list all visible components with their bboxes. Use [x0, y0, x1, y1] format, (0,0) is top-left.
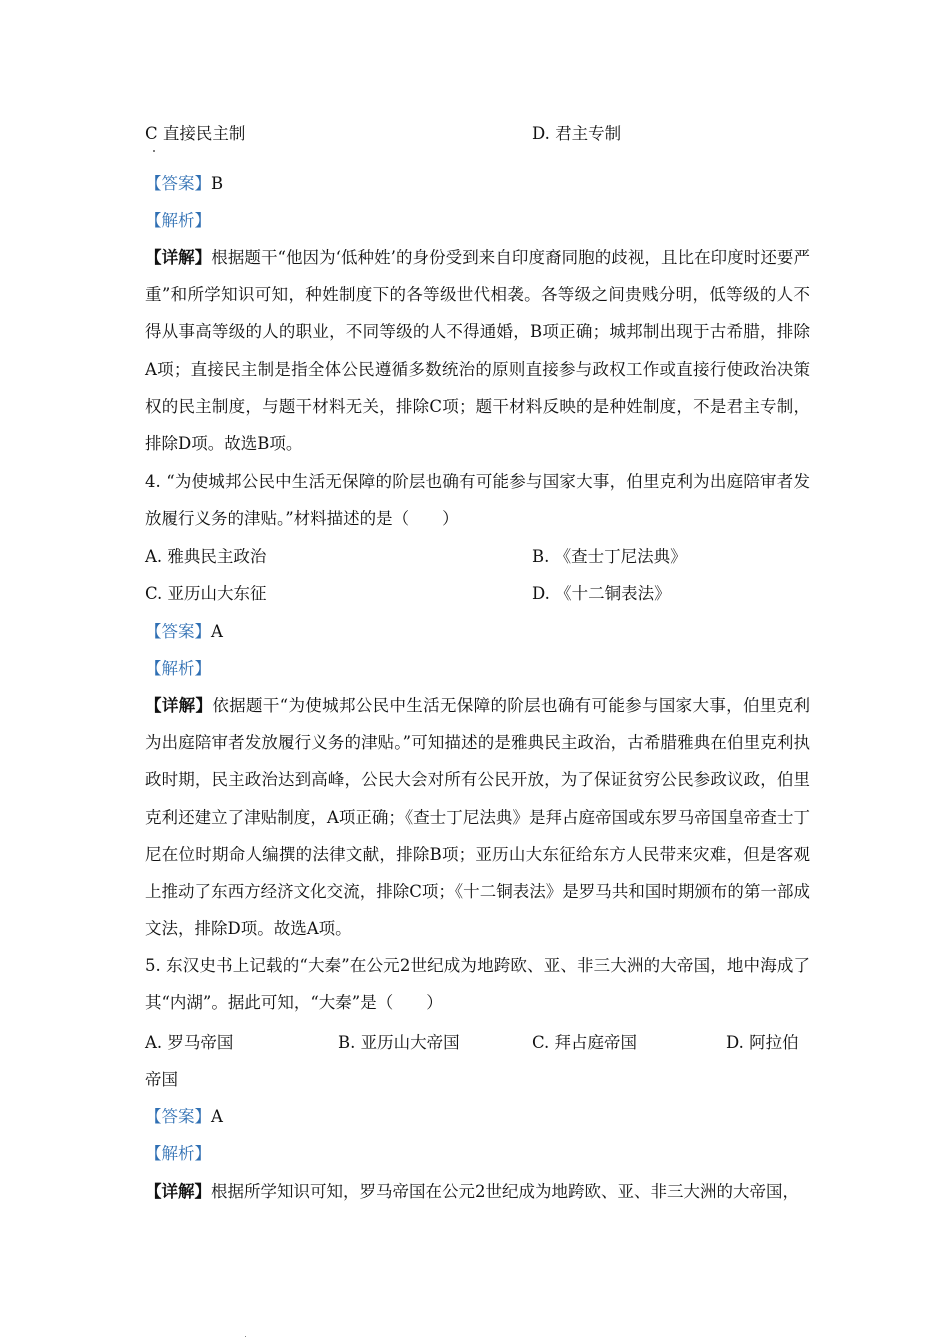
q4-option-b: B. 《查士丁尼法典》	[532, 547, 687, 566]
q3-option-c: C 直接民主制	[145, 124, 246, 143]
q5-option-a: A. 罗马帝国	[145, 1033, 234, 1052]
answer-tag: 【答案】	[145, 622, 211, 641]
q3-analysis-tag: 【解析】	[145, 211, 211, 230]
q3-answer: B	[211, 174, 224, 193]
detail-tag: 【详解】	[145, 696, 213, 715]
q3-detail-text: 根据题干“他因为‘低种姓’的身份受到来自印度裔同胞的歧视，且比在印度时还要严重”和所学知识可知，种姓制度下的各等级世代相袭。各等级之间贵贱分明，低等级的人不得从事高等级的人的职业，不同等级的人不得通婚，B项正确；城邦制出现于古希腊，排除A项；直接民主制是指全体公民遵循多数统治的原则直接参与政权工作或直接行使政治决策权的民主制度，与题干材料无关，排除C项；题干材料反映的是种姓制度，不是君主专制，排除D项。故选B项。	[145, 248, 810, 454]
stray-dot	[245, 1336, 246, 1337]
detail-tag: 【详解】	[145, 248, 212, 267]
q5-answer: A	[211, 1107, 223, 1126]
q4-answer: A	[211, 622, 223, 641]
q5-option-b: B. 亚历山大帝国	[338, 1033, 460, 1052]
q3-detail	[145, 239, 810, 462]
q5-detail-text: 根据所学知识可知，罗马帝国在公元2世纪成为地跨欧、亚、非三大洲的大帝国，	[211, 1182, 799, 1201]
q4-answer-line	[145, 621, 223, 643]
q4-stem: 4. “为使城邦公民中生活无保障的阶层也确有可能参与国家大事，伯里克利为出庭陪审者发放履行义务的津贴。”材料描述的是（ ）	[145, 472, 810, 529]
detail-tag: 【详解】	[145, 1182, 211, 1201]
q4-option-a: A. 雅典民主政治	[145, 547, 267, 566]
q3-answer-line	[145, 173, 223, 195]
q4-option-d: D. 《十二铜表法》	[532, 584, 671, 603]
q5-analysis-tag: 【解析】	[145, 1144, 211, 1163]
q4-analysis-tag: 【解析】	[145, 659, 211, 678]
q5-answer-line	[145, 1106, 223, 1128]
q5-detail	[145, 1173, 810, 1210]
stray-dot	[153, 150, 155, 152]
q4-detail-text: 依据题干“为使城邦公民中生活无保障的阶层也确有可能参与国家大事，伯里克利为出庭陪审者发放履行义务的津贴。”可知描述的是雅典民主政治，古希腊雅典在伯里克利执政时期，民主政治达到高峰，公民大会对所有公民开放，为了保证贫穷公民参政议政，伯里克利还建立了津贴制度，A项正确；《查士丁尼法典》是拜占庭帝国或东罗马帝国皇帝查士丁尼在位时期命人编撰的法律文献，排除B项；亚历山大东征给东方人民带来灾难，但是客观上推动了东西方经济文化交流，排除C项；《十二铜表法》是罗马共和国时期颁布的第一部成文法，排除D项。故选A项。	[145, 696, 811, 939]
q5-option-d: D. 阿拉伯	[726, 1033, 799, 1052]
answer-tag: 【答案】	[145, 1107, 211, 1126]
answer-tag: 【答案】	[145, 174, 211, 193]
q4-detail	[145, 687, 810, 947]
q4-option-c: C. 亚历山大东征	[145, 584, 267, 603]
q3-option-d: D. 君主专制	[532, 124, 622, 143]
q5-option-c: C. 拜占庭帝国	[532, 1033, 638, 1052]
q5-stem: 5. 东汉史书上记载的“大秦”在公元2世纪成为地跨欧、亚、非三大洲的大帝国，地中海成了其“内湖”。据此可知，“大秦”是（ ）	[145, 956, 810, 1013]
q5-option-d-wrap: 帝国	[145, 1070, 178, 1089]
